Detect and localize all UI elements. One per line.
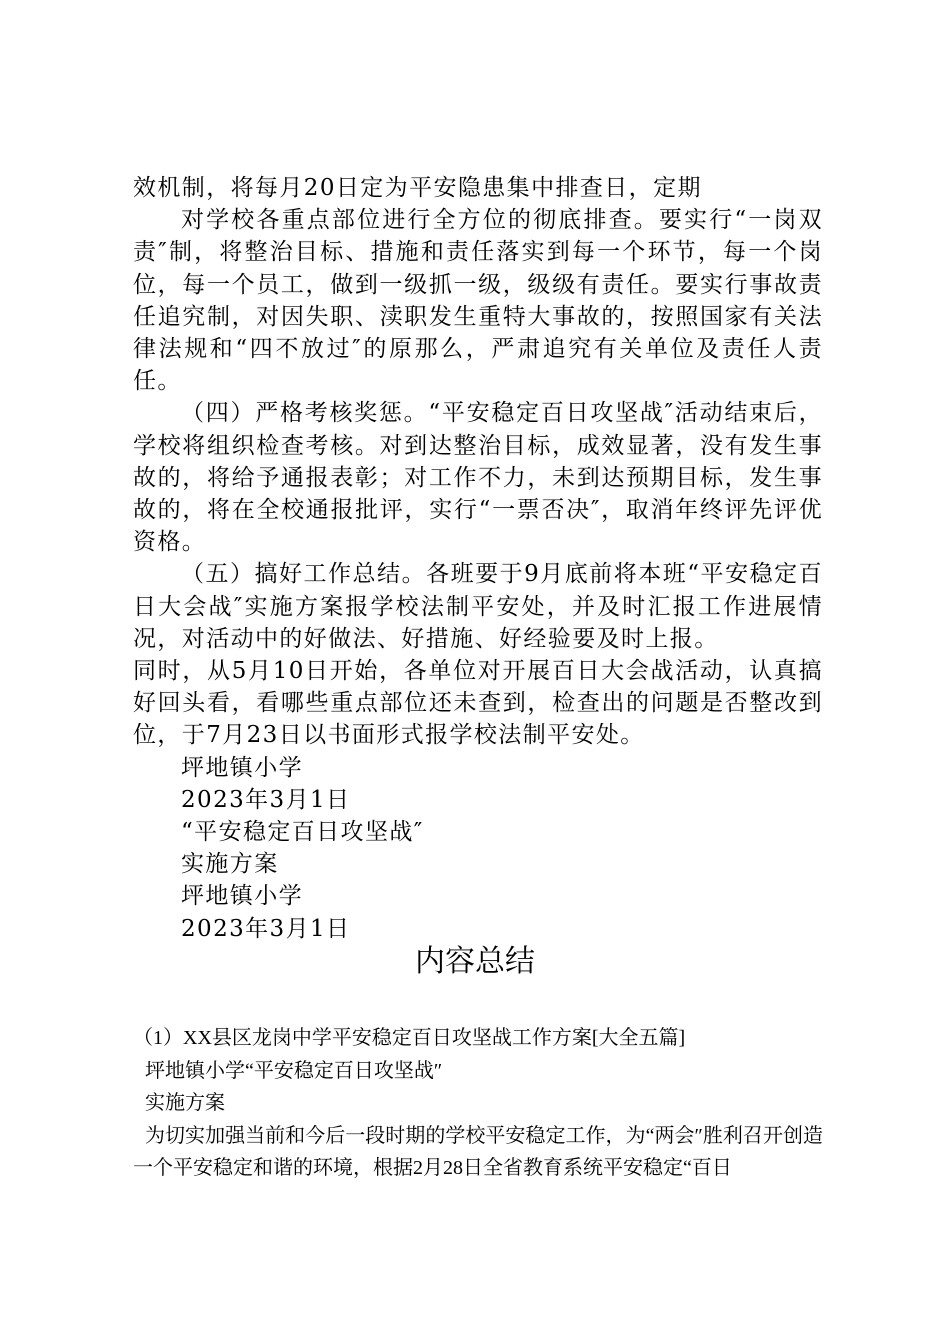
summary-heading: 内容总结	[415, 944, 535, 979]
paragraph-section-four: （四）严格考核奖惩。“平安稳定百日攻坚战″活动结束后，学校将组织检查考核。对到达整治目标，成效显著，没有发生事故的，将给予通报表彰；对工作不力，未到达预期目标，发生事故的，将在全校通报批评，实行“一票否决″，取消年终评先评优资格。	[133, 400, 823, 556]
summary-plan-line: 实施方案	[145, 1092, 225, 1114]
paragraph-inspection: 对学校各重点部位进行全方位的彻底排查。要实行“一岗双责″制，将整治目标、措施和责任落实到每一个环节，每一个岗位，每一个员工，做到一级抓一级，级级有责任。要实行事故责任追究制，对因失职、渎职发生重特大事故的，按照国家有关法律法规和“四不放过″的原那么，严肃追究有关单位及责任人责任。	[133, 207, 823, 395]
document-body	[133, 172, 823, 945]
summary-school-line: 坪地镇小学“平安稳定百日攻坚战″	[145, 1059, 443, 1082]
signature-date-repeat: 2023年3月1日	[181, 915, 351, 942]
paragraph-continuation: 效机制，将每月20日定为平安隐患集中排查日，定期	[133, 175, 702, 201]
paragraph-review: 同时，从5月10日开始，各单位对开展百日大会战活动，认真搞好回头看，看哪些重点部位还未查到，检查出的问题是否整改到位，于7月23日以书面形式报学校法制平安处。	[133, 658, 823, 749]
signature-date: 2023年3月1日	[181, 786, 351, 813]
signature-plan-label: 实施方案	[181, 851, 279, 878]
signature-school-repeat: 坪地镇小学	[181, 883, 303, 910]
summary-item-title: （1）XX县区龙岗中学平安稳定百日攻坚战工作方案[大全五篇]	[133, 1027, 686, 1049]
signature-campaign-title: “平安稳定百日攻坚战″	[181, 819, 424, 846]
signature-school: 坪地镇小学	[181, 754, 303, 781]
paragraph-section-five: （五）搞好工作总结。各班要于9月底前将本班“平安稳定百日大会战″实施方案报学校法制平安处，并及时汇报工作进展情况，对活动中的好做法、好措施、好经验要及时上报。	[133, 561, 823, 652]
summary-paragraph: 为切实加强当前和今后一段时期的学校平安稳定工作，为“两会″胜利召开创造一个平安稳定和谐的环境，根据2月28日全省教育系统平安稳定“百日	[133, 1124, 823, 1179]
summary-body	[133, 1022, 823, 1185]
